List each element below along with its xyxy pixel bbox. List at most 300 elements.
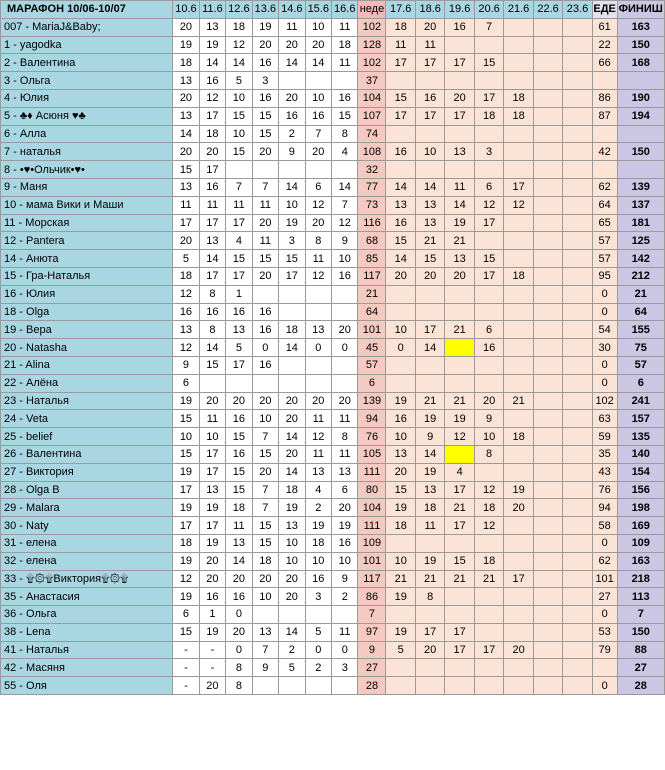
day-score-cell [563, 445, 592, 463]
day-score-cell: 15 [252, 517, 278, 535]
week2-total-cell: 62 [592, 552, 617, 570]
day-score-cell: 14 [199, 339, 225, 357]
day-score-cell: 20 [279, 570, 305, 588]
day-score-cell: 0 [305, 641, 331, 659]
day-score-cell [533, 125, 562, 143]
day-score-cell [533, 356, 562, 374]
day-score-cell: 16 [173, 303, 199, 321]
table-row [1, 428, 665, 446]
participant-name: 007 - MariaJ&Baby; [1, 18, 173, 36]
participant-name: 33 - ۩۞۩Виктория۩۞۩ [1, 570, 173, 588]
day-score-cell [563, 659, 592, 677]
week2-total-cell: 0 [592, 356, 617, 374]
day-score-cell: 15 [386, 89, 415, 107]
day-score-cell [533, 499, 562, 517]
day-score-cell: 15 [252, 125, 278, 143]
day-score-cell [504, 303, 533, 321]
day-score-cell: 19 [173, 36, 199, 54]
finish-total-cell: 27 [617, 659, 665, 677]
day-score-cell: 21 [445, 232, 474, 250]
day-score-cell: 18 [504, 267, 533, 285]
week2-total-cell [592, 72, 617, 90]
day-score-cell: 13 [226, 321, 252, 339]
day-score-cell [563, 214, 592, 232]
day-score-cell: 21 [474, 570, 503, 588]
day-score-cell: 15 [199, 356, 225, 374]
day-score-cell: 19 [386, 623, 415, 641]
day-score-cell [305, 677, 331, 695]
day-score-cell [279, 356, 305, 374]
table-row [1, 321, 665, 339]
day-header: 11.6 [199, 1, 225, 19]
table-row [1, 623, 665, 641]
day-score-cell: - [173, 677, 199, 695]
day-score-cell [563, 463, 592, 481]
day-score-cell: 17 [199, 214, 225, 232]
day-score-cell: 7 [226, 178, 252, 196]
week1-total-cell: 101 [358, 552, 386, 570]
day-score-cell: 20 [305, 36, 331, 54]
day-score-cell [533, 339, 562, 357]
day-score-cell [445, 285, 474, 303]
day-score-cell: 19 [279, 214, 305, 232]
day-score-cell: 15 [226, 107, 252, 125]
day-score-cell: 21 [415, 392, 444, 410]
finish-total-cell: 125 [617, 232, 665, 250]
day-score-cell [415, 606, 444, 624]
day-score-cell [332, 161, 358, 179]
day-score-cell: 13 [173, 178, 199, 196]
participant-name: 6 - Алла [1, 125, 173, 143]
day-score-cell: 16 [252, 303, 278, 321]
day-score-cell: 20 [226, 570, 252, 588]
day-score-cell [474, 374, 503, 392]
day-score-cell [332, 72, 358, 90]
day-score-cell: 0 [226, 641, 252, 659]
day-score-cell [533, 89, 562, 107]
week1-total-cell: 107 [358, 107, 386, 125]
day-score-cell [474, 623, 503, 641]
day-score-cell: 16 [199, 588, 225, 606]
day-score-cell: 18 [386, 517, 415, 535]
day-score-cell: - [173, 641, 199, 659]
day-score-cell [533, 534, 562, 552]
day-score-cell: 20 [279, 410, 305, 428]
day-score-cell: 15 [332, 107, 358, 125]
day-score-cell: 19 [415, 410, 444, 428]
day-score-cell: 12 [173, 339, 199, 357]
day-score-cell: 20 [252, 143, 278, 161]
day-score-cell: 11 [305, 410, 331, 428]
day-score-cell: 18 [474, 107, 503, 125]
day-score-cell: 16 [305, 107, 331, 125]
day-score-cell [533, 54, 562, 72]
day-score-cell: 17 [199, 107, 225, 125]
day-score-cell: 11 [332, 445, 358, 463]
day-score-cell: 9 [332, 570, 358, 588]
day-score-cell: 16 [415, 89, 444, 107]
day-score-cell [504, 623, 533, 641]
day-score-cell: 20 [332, 392, 358, 410]
day-score-cell: 13 [173, 107, 199, 125]
day-score-cell: 4 [332, 143, 358, 161]
day-score-cell: 6 [173, 606, 199, 624]
day-score-cell: 20 [305, 143, 331, 161]
day-score-cell: 21 [415, 570, 444, 588]
participant-name: 16 - Юлия [1, 285, 173, 303]
day-score-cell: 17 [173, 214, 199, 232]
day-score-cell [415, 161, 444, 179]
day-score-cell: 2 [279, 125, 305, 143]
day-score-cell [563, 374, 592, 392]
week1-total-cell: 139 [358, 392, 386, 410]
week-header: неде [358, 1, 386, 19]
day-score-cell: 14 [173, 125, 199, 143]
finish-total-cell: 157 [617, 410, 665, 428]
week2-total-cell: 0 [592, 303, 617, 321]
week1-total-cell: 102 [358, 54, 386, 72]
day-score-cell: 10 [305, 552, 331, 570]
participant-name: 42 - Масяня [1, 659, 173, 677]
table-row [1, 72, 665, 90]
day-score-cell: 19 [415, 463, 444, 481]
week2-total-cell [592, 125, 617, 143]
day-score-cell: 16 [252, 54, 278, 72]
day-score-cell [504, 552, 533, 570]
day-score-cell: 14 [279, 178, 305, 196]
participant-name: 22 - Алёна [1, 374, 173, 392]
day-score-cell [504, 677, 533, 695]
day-score-cell: 10 [173, 428, 199, 446]
day-score-cell: 19 [279, 499, 305, 517]
day-score-cell: 17 [173, 481, 199, 499]
day-score-cell [504, 18, 533, 36]
day-score-cell [504, 588, 533, 606]
day-score-cell: 15 [474, 250, 503, 268]
week1-total-cell: 94 [358, 410, 386, 428]
participant-name: 5 - ♣♦ Асюня ♥♣ [1, 107, 173, 125]
finish-total-cell: 150 [617, 623, 665, 641]
week1-total-cell: 6 [358, 374, 386, 392]
day-header: 10.6 [173, 1, 199, 19]
day-score-cell [474, 463, 503, 481]
day-score-cell: 13 [305, 321, 331, 339]
day-score-cell: 15 [252, 534, 278, 552]
day-score-cell: 16 [199, 178, 225, 196]
day-score-cell: 13 [199, 232, 225, 250]
day-score-cell: 17 [415, 321, 444, 339]
day-score-cell: 19 [332, 517, 358, 535]
day-score-cell [226, 374, 252, 392]
participant-name: 26 - Валентина [1, 445, 173, 463]
day-score-cell: 14 [332, 178, 358, 196]
week2-total-cell: 58 [592, 517, 617, 535]
day-score-cell [563, 72, 592, 90]
table-row [1, 445, 665, 463]
day-score-cell: 19 [173, 552, 199, 570]
participant-name: 2 - Валентина [1, 54, 173, 72]
week1-total-cell: 68 [358, 232, 386, 250]
day-score-cell [305, 161, 331, 179]
finish-total-cell: 154 [617, 463, 665, 481]
day-score-cell [533, 161, 562, 179]
day-score-cell: 10 [305, 89, 331, 107]
day-score-cell: 20 [305, 214, 331, 232]
week2-total-cell: 35 [592, 445, 617, 463]
table-row [1, 143, 665, 161]
day-score-cell: 19 [386, 588, 415, 606]
week1-total-cell: 104 [358, 499, 386, 517]
day-score-cell: 10 [279, 534, 305, 552]
week1-total-cell: 76 [358, 428, 386, 446]
day-score-cell: 11 [252, 196, 278, 214]
day-header: 21.6 [504, 1, 533, 19]
participant-name: 31 - елена [1, 534, 173, 552]
day-score-cell [279, 161, 305, 179]
week2-total-cell: 101 [592, 570, 617, 588]
day-score-cell: 15 [474, 54, 503, 72]
table-row [1, 214, 665, 232]
day-score-cell [533, 250, 562, 268]
day-score-cell [445, 588, 474, 606]
day-score-cell [305, 356, 331, 374]
participant-name: 55 - Оля [1, 677, 173, 695]
day-score-cell: 7 [252, 641, 278, 659]
day-score-cell: 7 [332, 196, 358, 214]
day-score-cell: 17 [226, 214, 252, 232]
day-score-cell: 10 [332, 250, 358, 268]
day-score-cell: 15 [415, 250, 444, 268]
week2-total-cell: 86 [592, 89, 617, 107]
finish-total-cell: 150 [617, 143, 665, 161]
participant-name: 25 - belief [1, 428, 173, 446]
day-score-cell: 14 [386, 178, 415, 196]
day-score-cell: 16 [226, 303, 252, 321]
participant-name: 28 - Olga B [1, 481, 173, 499]
table-row [1, 89, 665, 107]
day-score-cell [279, 285, 305, 303]
table-row [1, 659, 665, 677]
week1-total-cell: 57 [358, 356, 386, 374]
day-score-cell [504, 285, 533, 303]
day-score-cell: 20 [252, 570, 278, 588]
finish-total-cell: 156 [617, 481, 665, 499]
day-score-cell [386, 606, 415, 624]
day-score-cell [445, 72, 474, 90]
day-score-cell: 14 [386, 250, 415, 268]
day-score-cell [279, 72, 305, 90]
day-score-cell: 12 [332, 214, 358, 232]
day-score-cell [533, 36, 562, 54]
day-score-cell [563, 552, 592, 570]
day-score-cell [415, 534, 444, 552]
day-score-cell [563, 143, 592, 161]
finish-total-cell: 113 [617, 588, 665, 606]
day-score-cell [474, 285, 503, 303]
day-score-cell: 11 [226, 517, 252, 535]
week2-total-cell: 53 [592, 623, 617, 641]
day-score-cell: 16 [252, 321, 278, 339]
day-score-cell: 21 [415, 232, 444, 250]
week2-total-cell: 87 [592, 107, 617, 125]
day-score-cell [252, 677, 278, 695]
day-score-cell: 3 [474, 143, 503, 161]
week2-total-cell: 95 [592, 267, 617, 285]
day-score-cell [533, 107, 562, 125]
finish-total-cell: 140 [617, 445, 665, 463]
day-score-cell: 3 [279, 232, 305, 250]
week2-total-cell: 64 [592, 196, 617, 214]
day-score-cell: 20 [332, 499, 358, 517]
finish-total-cell: 150 [617, 36, 665, 54]
week2-total-cell: 30 [592, 339, 617, 357]
day-score-cell [533, 214, 562, 232]
highlighted-cell [445, 445, 474, 463]
table-row [1, 534, 665, 552]
week2-total-cell: 0 [592, 285, 617, 303]
day-score-cell: 11 [305, 445, 331, 463]
day-score-cell: 17 [199, 445, 225, 463]
day-score-cell: 21 [504, 392, 533, 410]
day-score-cell [533, 374, 562, 392]
day-score-cell: 14 [305, 54, 331, 72]
day-score-cell: 16 [474, 339, 503, 357]
week2-sum-header: ЕДЕ [592, 1, 617, 19]
day-score-cell: 15 [252, 250, 278, 268]
table-row [1, 641, 665, 659]
day-score-cell [474, 659, 503, 677]
day-score-cell [474, 125, 503, 143]
day-score-cell: 16 [305, 570, 331, 588]
day-score-cell: 8 [332, 428, 358, 446]
finish-total-cell [617, 125, 665, 143]
day-score-cell: 13 [386, 445, 415, 463]
day-score-cell [504, 214, 533, 232]
day-score-cell: 12 [504, 196, 533, 214]
day-score-cell: 4 [226, 232, 252, 250]
day-score-cell [533, 570, 562, 588]
day-score-cell: 12 [199, 89, 225, 107]
day-header: 16.6 [332, 1, 358, 19]
day-score-cell [504, 161, 533, 179]
day-score-cell [445, 659, 474, 677]
week1-total-cell: 105 [358, 445, 386, 463]
week1-total-cell: 111 [358, 517, 386, 535]
week1-total-cell: 97 [358, 623, 386, 641]
week2-total-cell: 0 [592, 534, 617, 552]
day-score-cell [415, 72, 444, 90]
day-score-cell: 8 [226, 659, 252, 677]
day-score-cell [474, 161, 503, 179]
day-score-cell [474, 677, 503, 695]
day-score-cell: 16 [386, 214, 415, 232]
week1-total-cell: 86 [358, 588, 386, 606]
day-score-cell [563, 428, 592, 446]
day-score-cell: 7 [252, 499, 278, 517]
day-score-cell: 14 [226, 552, 252, 570]
day-score-cell: 9 [332, 232, 358, 250]
table-body [1, 18, 665, 694]
finish-total-cell: 194 [617, 107, 665, 125]
day-score-cell [563, 125, 592, 143]
day-score-cell: 17 [226, 356, 252, 374]
day-score-cell: 13 [415, 214, 444, 232]
day-score-cell: 20 [279, 89, 305, 107]
participant-name: 3 - Ольга [1, 72, 173, 90]
day-score-cell [445, 374, 474, 392]
day-score-cell: 19 [173, 392, 199, 410]
day-score-cell [415, 659, 444, 677]
day-score-cell [563, 89, 592, 107]
day-score-cell [504, 445, 533, 463]
day-score-cell [563, 356, 592, 374]
day-score-cell: 10 [252, 588, 278, 606]
participant-name: 38 - Lena [1, 623, 173, 641]
table-row [1, 161, 665, 179]
week2-total-cell: 27 [592, 588, 617, 606]
week2-total-cell: 66 [592, 54, 617, 72]
day-header: 12.6 [226, 1, 252, 19]
day-score-cell [474, 606, 503, 624]
day-score-cell: 19 [445, 214, 474, 232]
day-score-cell: 15 [226, 428, 252, 446]
table-row [1, 18, 665, 36]
week2-total-cell [592, 161, 617, 179]
week2-total-cell: 62 [592, 178, 617, 196]
day-score-cell: 17 [279, 267, 305, 285]
day-score-cell [305, 303, 331, 321]
day-score-cell [504, 463, 533, 481]
participant-name: 29 - Malara [1, 499, 173, 517]
finish-total-cell: 139 [617, 178, 665, 196]
day-score-cell [199, 374, 225, 392]
day-score-cell [474, 588, 503, 606]
day-score-cell [445, 677, 474, 695]
day-score-cell: 17 [504, 178, 533, 196]
day-score-cell: 17 [199, 517, 225, 535]
table-row [1, 606, 665, 624]
day-score-cell [533, 623, 562, 641]
day-score-cell: 20 [415, 641, 444, 659]
day-score-cell: 8 [226, 677, 252, 695]
day-score-cell [332, 285, 358, 303]
day-score-cell: 15 [226, 463, 252, 481]
day-score-cell [533, 641, 562, 659]
week1-total-cell: 21 [358, 285, 386, 303]
participant-name: 36 - Ольга [1, 606, 173, 624]
table-row [1, 232, 665, 250]
day-score-cell: - [199, 641, 225, 659]
week1-total-cell: 74 [358, 125, 386, 143]
day-score-cell: 5 [279, 659, 305, 677]
day-score-cell [504, 54, 533, 72]
day-score-cell: 11 [173, 196, 199, 214]
day-score-cell: 19 [199, 36, 225, 54]
day-score-cell: 17 [173, 517, 199, 535]
day-score-cell [445, 161, 474, 179]
day-score-cell: 13 [445, 143, 474, 161]
finish-total-cell [617, 161, 665, 179]
day-score-cell [279, 606, 305, 624]
day-score-cell [563, 517, 592, 535]
week2-total-cell: 57 [592, 232, 617, 250]
finish-total-cell: 7 [617, 606, 665, 624]
day-score-cell: 10 [226, 125, 252, 143]
day-score-cell: 18 [332, 36, 358, 54]
day-score-cell: 8 [415, 588, 444, 606]
day-score-cell: 17 [474, 214, 503, 232]
day-score-cell: 19 [504, 481, 533, 499]
